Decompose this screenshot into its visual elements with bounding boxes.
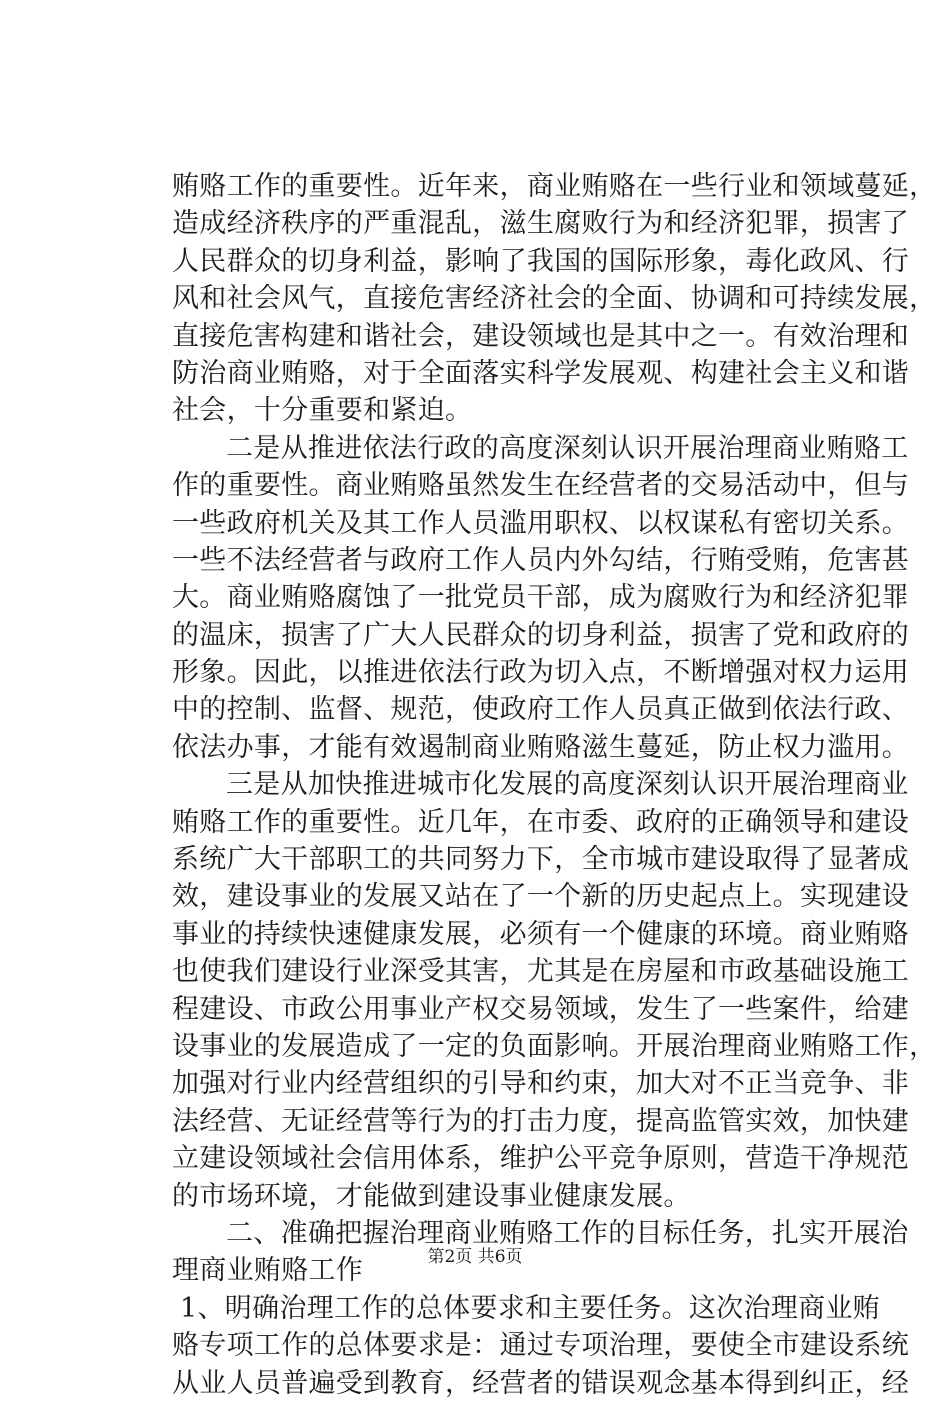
text-line: 法经营、无证经营等行为的打击力度，提高监管实效，加快建 xyxy=(172,1105,910,1137)
body-text xyxy=(172,168,937,1402)
section-heading-line: 二、准确把握治理商业贿赂工作的目标任务，扎实开展治 xyxy=(226,1217,909,1249)
text-line: 一些不法经营者与政府工作人员内外勾结，行贿受贿，危害甚 xyxy=(172,544,910,576)
text-line: 也使我们建设行业深受其害，尤其是在房屋和市政基础设施工 xyxy=(172,956,910,988)
paragraph-start-line: 二是从推进依法行政的高度深刻认识开展治理商业贿赂工 xyxy=(226,432,909,464)
text-line: 作的重要性。商业贿赂虽然发生在经营者的交易活动中，但与 xyxy=(172,470,910,502)
text-line: 加强对行业内经营组织的引导和约束，加大对不正当竞争、非 xyxy=(172,1068,910,1100)
text-line: 大。商业贿赂腐蚀了一批党员干部，成为腐败行为和经济犯罪 xyxy=(172,582,910,614)
text-line: 人民群众的切身利益，影响了我国的国际形象，毒化政风、行 xyxy=(172,245,910,277)
paragraph-start-line: 三是从加快推进城市化发展的高度深刻认识开展治理商业 xyxy=(226,769,909,801)
text-line: 依法办事，才能有效遏制商业贿赂滋生蔓延，防止权力滥用。 xyxy=(172,731,910,763)
text-line: 防治商业贿赂，对于全面落实科学发展观、构建社会主义和谐 xyxy=(172,357,910,389)
text-line: 社会，十分重要和紧迫。 xyxy=(172,395,473,427)
text-line: 贿赂工作的重要性。近年来，商业贿赂在一些行业和领域蔓延， xyxy=(172,171,937,202)
text-line: 的温床，损害了广大人民群众的切身利益，损害了党和政府的 xyxy=(172,619,910,651)
page-number-footer: 第2页 共6页 xyxy=(427,1247,523,1267)
text-line: 一些政府机关及其工作人员滥用职权、以权谋私有密切关系。 xyxy=(172,507,910,539)
text-line: 直接危害构建和谐社会，建设领域也是其中之一。有效治理和 xyxy=(172,320,910,352)
text-line: 效，建设事业的发展又站在了一个新的历史起点上。实现建设 xyxy=(172,881,910,913)
paragraph-start-line: 1、明确治理工作的总体要求和主要任务。这次治理商业贿 xyxy=(180,1292,880,1324)
section-heading-line: 理商业贿赂工作 xyxy=(172,1255,364,1287)
text-line: 形象。因此，以推进依法行政为切入点，不断增强对权力运用 xyxy=(172,657,910,689)
text-line: 事业的持续快速健康发展，必须有一个健康的环境。商业贿赂 xyxy=(172,918,910,950)
text-line: 中的控制、监督、规范，使政府工作人员真正做到依法行政、 xyxy=(172,694,910,726)
text-line: 立建设领域社会信用体系，维护公平竞争原则，营造干净规范 xyxy=(172,1143,910,1175)
text-line: 赂专项工作的总体要求是：通过专项治理，要使全市建设系统 xyxy=(172,1330,910,1362)
text-line: 贿赂工作的重要性。近几年，在市委、政府的正确领导和建设 xyxy=(172,806,910,838)
text-line: 的市场环境，才能做到建设事业健康发展。 xyxy=(172,1180,691,1212)
text-line: 造成经济秩序的严重混乱，滋生腐败行为和经济犯罪，损害了 xyxy=(172,208,910,240)
text-line: 系统广大干部职工的共同努力下，全市城市建设取得了显著成 xyxy=(172,844,910,876)
text-line: 风和社会风气，直接危害经济社会的全面、协调和可持续发展， xyxy=(172,283,937,315)
text-line: 程建设、市政公用事业产权交易领域，发生了一些案件，给建 xyxy=(172,993,910,1025)
text-line: 从业人员普遍受到教育，经营者的错误观念基本得到纠正，经 xyxy=(172,1367,910,1399)
text-line: 设事业的发展造成了一定的负面影响。开展治理商业贿赂工作， xyxy=(172,1030,937,1062)
